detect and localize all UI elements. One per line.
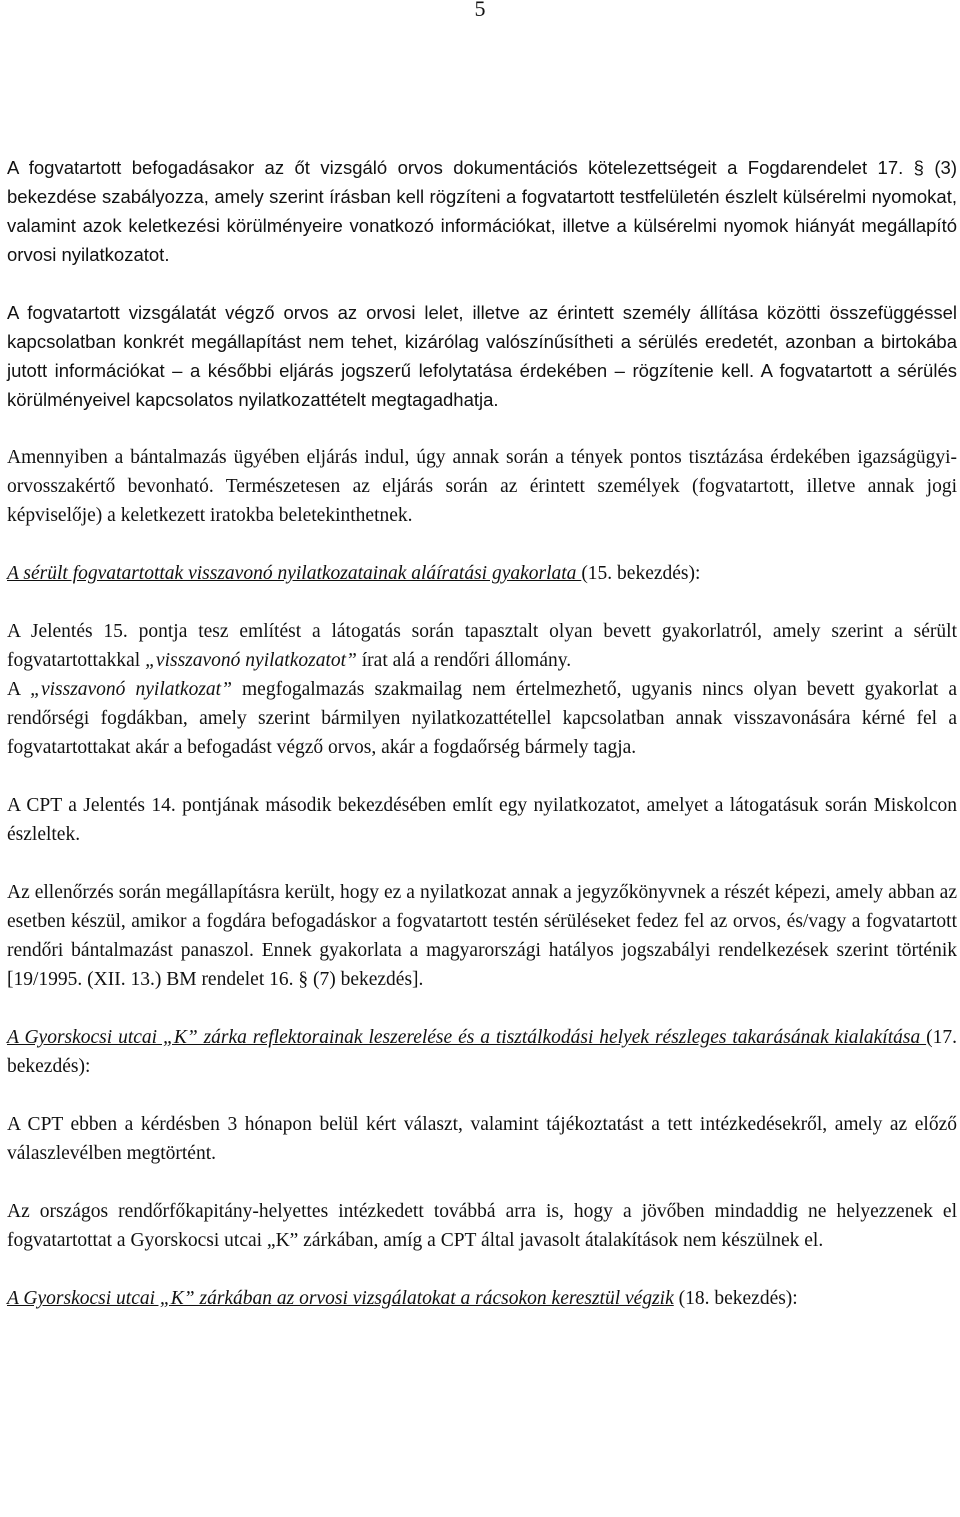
paragraph-igazsagugyi-szakerto: Amennyiben a bántalmazás ügyében eljárás indul, úgy annak során a tények pontos tisztázása érdekében igazságügyi-orvosszakértő bevonható. Természetesen az eljárás során az érintett személyek (fogvatartott, illetve annak jogi képviselője) a keletkezett iratokba beletekinthetnek. xyxy=(7,447,957,526)
section-heading-title: A Gyorskocsi utcai „K” zárka reflektorainak leszerelése és a tisztálkodási helyek részleges takarásának kialakítása xyxy=(7,1027,927,1048)
paragraph-cpt-valasz: A CPT ebben a kérdésben 3 hónapon belül kért választ, valamint tájékoztatást a tett intézkedésekről, amely az előző válaszlevélben megtörtént. xyxy=(7,1114,957,1164)
paragraph-rendorfokapitany: Az országos rendőrfőkapitány-helyettes intézkedett továbbá arra is, hogy a jövőben mindaddig ne helyezzenek el fogvatartottat a Gyorskocsi utcai „K” zárkában, amíg a CPT által javasolt átalakítások nem készülnek el. xyxy=(7,1201,957,1251)
paragraph-visszavono-fogalom xyxy=(7,675,957,762)
section-heading-title: A Gyorskocsi utcai „K” zárkában az orvosi vizsgálatokat a rácsokon keresztül végzik xyxy=(7,1288,674,1309)
page-number: 5 xyxy=(474,0,486,21)
quoted-term: „visszavonó nyilatkozatot” xyxy=(145,650,357,671)
paragraph-text: A Jelentés 15. pontja tesz említést a látogatás során tapasztalt olyan bevett gyakorlatról, amely szerint a sérült fogvatartottakkal xyxy=(7,621,957,671)
paragraph-text: A xyxy=(7,679,31,700)
section-heading-ref: (17. bekezdés): xyxy=(7,1027,957,1077)
paragraph-text: megfogalmazás szakmailag nem értelmezhető, ugyanis nincs olyan bevett gyakorlat a rendőrségi fogdákban, amely szerint bármilyen nyilatkozattétellel kapcsolatban annak visszavonására kérné fel a fogvatartottakat akár a befogadást végző orvos, akár a fogdaőrség bármely tagja. xyxy=(7,679,958,758)
paragraph-ellenorzes: Az ellenőrzés során megállapításra került, hogy ez a nyilatkozat annak a jegyzőkönyvnek a részét képezi, amely abban az esetben készül, amikor a fogdára befogadáskor a fogvatartott testén sérüléseket fedez fel az orvos, és/vagy a fogvatartott rendőri bántalmazást panaszol. Ennek gyakorlata a magyarországi hatályos jogszabályi rendelkezések szerint történik [19/1995. (XII. 13.) BM rendelet 16. § (7) bekezdés]. xyxy=(7,882,957,990)
paragraph-fogdarendelet: A fogvatartott befogadásakor az őt vizsgáló orvos dokumentációs kötelezettségeit a Fogdarendelet 17. § (3) bekezdése szabályozza, amely szerint írásban kell rögzíteni a fogvatartott testfelületén észlelt külsérelmi nyomokat, valamint azok keletkezési körülményeire vonatkozó információkat, illetve a külsérelmi nyomok hiányát megállapító orvosi nyilatkozatot. xyxy=(7,157,957,265)
section-heading-title: A sérült fogvatartottak visszavonó nyilatkozatainak aláíratási gyakorlata xyxy=(7,563,582,584)
section-heading-visszavono-nyilatkozat xyxy=(7,559,957,588)
document-body xyxy=(7,153,957,1313)
paragraph-text: írat alá a rendőri állomány. xyxy=(356,650,572,671)
paragraph-orvosi-vizsgalat: A fogvatartott vizsgálatát végző orvos az orvosi lelet, illetve az érintett személy állítása közötti összefüggéssel kapcsolatban konkrét megállapítást nem tehet, kizárólag valószínűsítheti a sérülés eredetét, azonban a birtokába jutott információkat – a későbbi eljárás jogszerű lefolytatása érdekében – rögzítenie kell. A fogvatartott a sérülés körülményeivel kapcsolatos nyilatkozattételt megtagadhatja. xyxy=(7,302,957,410)
section-heading-ref: (15. bekezdés): xyxy=(581,563,701,584)
section-heading-ref: (18. bekezdés): xyxy=(673,1288,798,1309)
quoted-term: „visszavonó nyilatkozat” xyxy=(30,679,232,700)
section-heading-orvosi-vizsgalatok xyxy=(7,1284,957,1313)
paragraph-jelentes-15 xyxy=(7,617,957,675)
section-heading-reflektorok xyxy=(7,1023,957,1081)
paragraph-cpt-jelentes-14: A CPT a Jelentés 14. pontjának második bekezdésében említ egy nyilatkozatot, amelyet a látogatásuk során Miskolcon észleltek. xyxy=(7,795,957,845)
